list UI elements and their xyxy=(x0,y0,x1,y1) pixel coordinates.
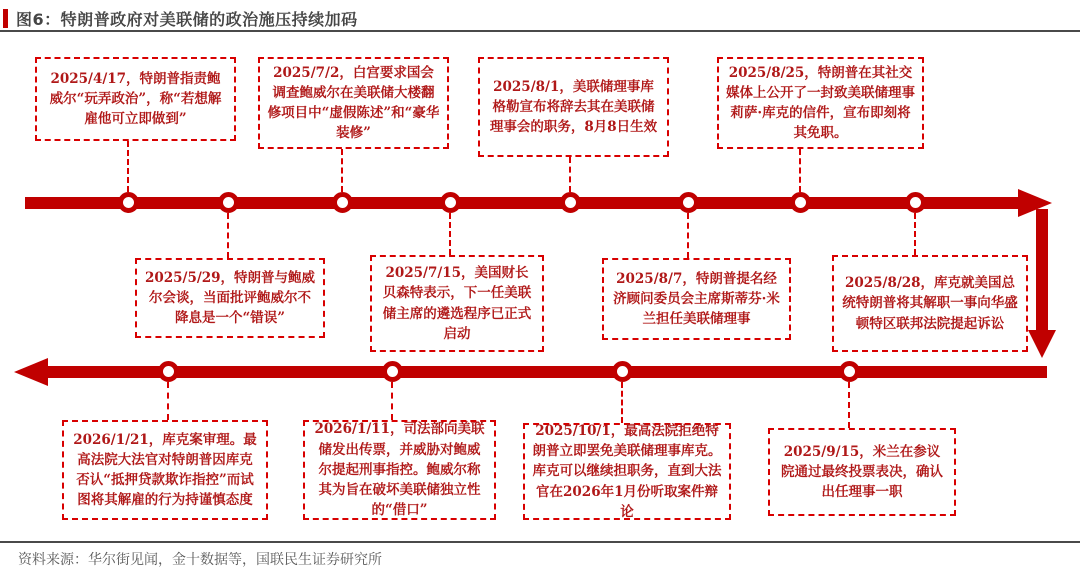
event-text: 2025/5/29，特朗普与鲍威尔会谈，当面批评鲍威尔不降息是一个“错误” xyxy=(144,269,316,327)
event-text: 2025/7/2，白宫要求国会调查鲍威尔在美联储大楼翻修项目中“虚假陈述”和“豪华装修” xyxy=(267,64,440,142)
event-box-2026-1-21 xyxy=(62,420,268,520)
timeline-top-bar xyxy=(25,197,1020,209)
timeline-node-2025-8-25 xyxy=(790,192,811,213)
connector-2025-8-25 xyxy=(799,149,801,192)
timeline-node-2025-5-29 xyxy=(218,192,239,213)
figure-header xyxy=(3,6,358,30)
timeline-node-2025-8-7 xyxy=(678,192,699,213)
event-box-2025-8-7 xyxy=(602,258,791,340)
title-accent-bar xyxy=(3,9,8,28)
timeline-node-2025-10-1 xyxy=(612,361,633,382)
event-text: 2025/10/1，最高法院拒绝特朗普立即罢免美联储理事库克。库克可以继续担职务，直到大法官在2026年1月份听取案件辩论 xyxy=(532,422,722,520)
connector-2026-1-21 xyxy=(167,382,169,420)
event-text: 2025/8/28，库克就美国总统特朗普将其解职一事向华盛顿特区联邦法院提起诉讼 xyxy=(842,275,1018,332)
timeline-node-2026-1-21 xyxy=(158,361,179,382)
event-text: 2026/1/21，库克案审理。最高法院大法官对特朗普因库克否认“抵押贷款欺诈指控”而试图将其解雇的行为持谨慎态度 xyxy=(73,431,257,509)
timeline-bottom-arrow-left-icon xyxy=(14,358,48,386)
connector-2025-4-17 xyxy=(127,141,129,192)
timeline-node-2025-7-15 xyxy=(440,192,461,213)
timeline-right-vertical-connector xyxy=(1036,209,1048,330)
event-text: 2025/8/1，美联储理事库格勒宣布将辞去其在美联储理事会的职务，8月8日生效 xyxy=(489,78,658,136)
timeline-node-2025-4-17 xyxy=(118,192,139,213)
connector-2025-7-15 xyxy=(449,213,451,255)
event-box-2025-7-2 xyxy=(258,57,449,149)
timeline-node-2025-7-2 xyxy=(332,192,353,213)
event-text: 2025/8/7，特朗普提名经济顾问委员会主席斯蒂芬·米兰担任美联储理事 xyxy=(613,270,780,328)
event-box-2025-8-28 xyxy=(832,255,1028,352)
timeline-arrow-down-icon xyxy=(1028,330,1056,358)
event-box-2025-10-1 xyxy=(523,423,731,520)
title-underline xyxy=(0,30,1080,32)
event-box-2026-1-11 xyxy=(303,420,496,520)
timeline-node-2025-8-1 xyxy=(560,192,581,213)
source-note: 资料来源：华尔街见闻，金十数据等，国联民生证券研究所 xyxy=(18,552,382,568)
timeline-node-2025-9-15 xyxy=(839,361,860,382)
connector-2025-10-1 xyxy=(621,382,623,423)
connector-2025-5-29 xyxy=(227,213,229,258)
event-box-2025-9-15 xyxy=(768,428,956,516)
timeline-bottom-bar xyxy=(46,366,1047,378)
connector-2026-1-11 xyxy=(391,382,393,420)
connector-2025-8-28 xyxy=(914,213,916,255)
event-box-2025-8-1 xyxy=(478,57,669,157)
event-text: 2026/1/11，司法部向美联储发出传票，并威胁对鲍威尔提起刑事指控。鲍威尔称其为旨在破坏美联储独立性的“借口” xyxy=(314,421,485,519)
event-box-2025-5-29 xyxy=(135,258,325,338)
figure-title: 图6：特朗普政府对美联储的政治施压持续加码 xyxy=(16,9,358,29)
event-box-2025-8-25 xyxy=(717,57,924,149)
event-box-2025-4-17 xyxy=(35,57,236,141)
event-text: 2025/9/15，米兰在参议院通过最终投票表决，确认出任理事一职 xyxy=(781,443,943,501)
connector-2025-8-1 xyxy=(569,157,571,192)
event-text: 2025/4/17，特朗普指责鲍威尔“玩弄政治”，称“若想解雇他可立即做到” xyxy=(49,70,222,128)
footer-divider xyxy=(0,541,1080,543)
timeline-node-2025-8-28 xyxy=(905,192,926,213)
connector-2025-7-2 xyxy=(341,149,343,192)
timeline-node-2026-1-11 xyxy=(382,361,403,382)
event-box-2025-7-15 xyxy=(370,255,544,352)
event-text: 2025/7/15，美国财长贝森特表示，下一任美联储主席的遴选程序已正式启动 xyxy=(382,265,532,342)
connector-2025-8-7 xyxy=(687,213,689,258)
event-text: 2025/8/25，特朗普在其社交媒体上公开了一封致美联储理事莉萨·库克的信件，宣布即刻将其免职。 xyxy=(726,64,915,142)
connector-2025-9-15 xyxy=(848,382,850,428)
